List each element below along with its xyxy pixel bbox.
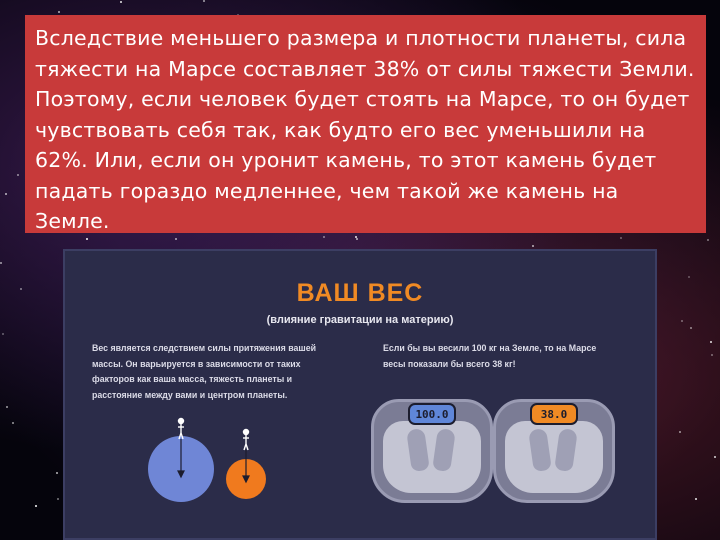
planet-comparison-illustration: [140, 411, 290, 511]
star: [356, 238, 358, 240]
star: [17, 174, 19, 176]
star: [688, 276, 690, 278]
star: [695, 498, 697, 500]
star: [57, 498, 59, 500]
star: [12, 422, 14, 424]
star: [203, 0, 205, 2]
star: [679, 431, 681, 433]
star: [120, 1, 122, 3]
person-on-earth-icon: [178, 419, 184, 440]
star: [20, 288, 22, 290]
mars-scale-display: 38.0: [530, 403, 578, 425]
star: [714, 456, 716, 458]
infographic-subtitle: (влияние гравитации на материю): [266, 314, 454, 326]
star: [5, 193, 7, 195]
earth-scale-display: 100.0: [408, 403, 456, 425]
star: [58, 11, 60, 13]
star: [711, 354, 713, 356]
infographic-title: ВАШ ВЕС: [296, 279, 424, 307]
star: [2, 333, 4, 335]
star: [681, 320, 683, 322]
star: [6, 406, 8, 408]
mars-scale: [493, 399, 615, 503]
star: [710, 341, 712, 343]
earth-scale: [371, 399, 493, 503]
star: [690, 327, 692, 329]
star: [532, 245, 534, 247]
star: [86, 238, 88, 240]
star: [0, 262, 2, 264]
weight-infographic: [63, 249, 657, 540]
weight-explanation: Вес является следствием силы притяжения вашей массы. Он варьируется в зависимости от таких факторов как ваша масса, тяжесть планеты и расстояние между вами и центром планеты.: [92, 343, 317, 400]
star: [707, 239, 709, 241]
person-on-mars-icon: [243, 430, 249, 451]
star: [175, 238, 177, 240]
star: [56, 472, 58, 474]
text-panel: [25, 15, 706, 233]
star: [35, 505, 37, 507]
mars-weight-example: Если бы вы весили 100 кг на Земле, то на Марсе весы показали бы всего 38 кг!: [383, 343, 597, 369]
star: [620, 237, 622, 239]
main-paragraph: Вследствие меньшего размера и плотности планеты, сила тяжести на Марсе составляет 38% от силы тяжести Земли. Поэтому, если человек будет стоять на Марсе, то он будет чувствовать себя так, как будто его вес уменьшили на 62%. Или, если он уронит камень, то этот камень будет падать гораздо медленнее, чем такой же камень на Земле.: [35, 26, 695, 233]
